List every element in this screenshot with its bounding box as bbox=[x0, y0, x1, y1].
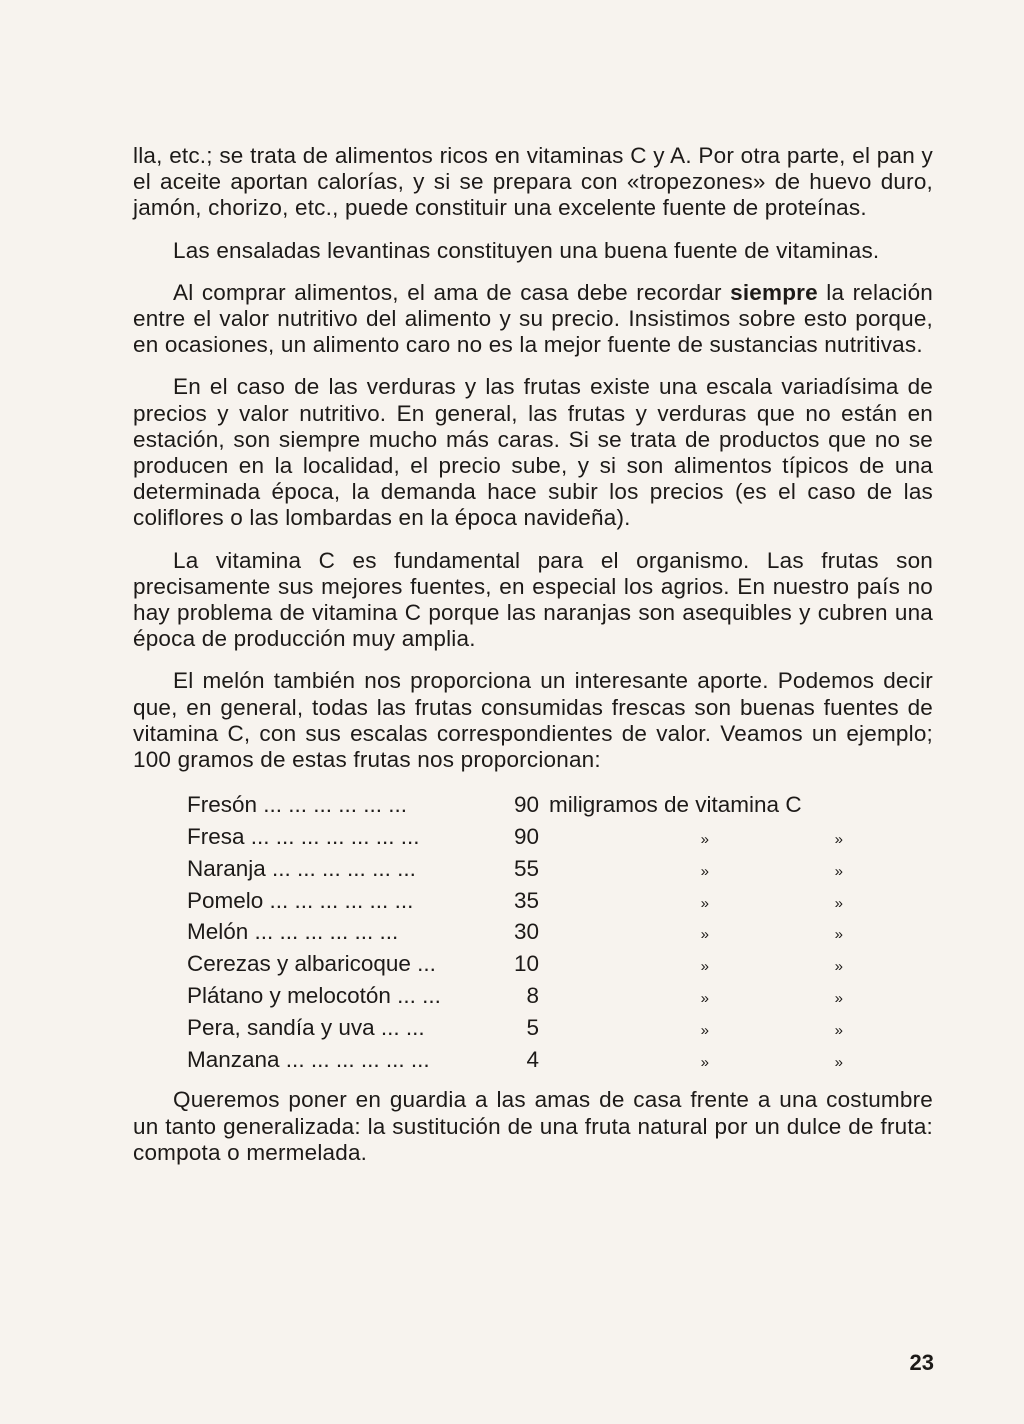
unit-label: miligramos de vitamina C bbox=[549, 792, 802, 818]
ditto-mark: » bbox=[834, 926, 843, 944]
ditto-mark: » bbox=[700, 1053, 709, 1071]
mg-value: 30 bbox=[513, 919, 539, 945]
table-row bbox=[187, 1044, 933, 1076]
table-row bbox=[187, 789, 933, 821]
ditto-mark: » bbox=[834, 1021, 843, 1039]
ditto-mark: » bbox=[700, 894, 709, 912]
emphasis-siempre: siempre bbox=[730, 279, 818, 305]
ditto-mark: » bbox=[700, 831, 709, 849]
table-row bbox=[187, 853, 933, 885]
page-number: 23 bbox=[909, 1350, 934, 1375]
table-row bbox=[187, 980, 933, 1012]
fruit-name: Pomelo ... ... ... ... ... ... bbox=[187, 887, 414, 913]
table-row bbox=[187, 948, 933, 980]
mg-value: 55 bbox=[513, 855, 539, 881]
table-row bbox=[187, 916, 933, 948]
paragraph-7: Queremos poner en guardia a las amas de casa frente a una costumbre un tanto generalizada: la sustitución de una fruta natural por un dulce de fruta: compota o mermelada. bbox=[133, 1087, 933, 1165]
paragraph-2: Las ensaladas levantinas constituyen una buena fuente de vitaminas. bbox=[173, 237, 880, 263]
mg-value: 10 bbox=[513, 951, 539, 977]
fruit-name: Plátano y melocotón ... ... bbox=[187, 983, 441, 1009]
mg-value: 90 bbox=[513, 792, 539, 818]
vitamin-c-table bbox=[187, 789, 933, 1075]
fruit-name: Manzana ... ... ... ... ... ... bbox=[187, 1046, 430, 1072]
paragraph-3-start: Al comprar alimentos, el ama de casa debe recordar bbox=[173, 279, 731, 305]
ditto-mark: » bbox=[834, 1053, 843, 1071]
mg-value: 35 bbox=[513, 887, 539, 913]
mg-value: 4 bbox=[526, 1046, 539, 1072]
ditto-mark: » bbox=[834, 862, 843, 880]
ditto-mark: » bbox=[834, 990, 843, 1008]
paragraph-3 bbox=[133, 280, 933, 359]
table-row bbox=[187, 821, 933, 853]
fruit-name: Pera, sandía y uva ... ... bbox=[187, 1014, 425, 1040]
table-row bbox=[187, 1012, 933, 1044]
paragraph-6: El melón también nos proporciona un interesante aporte. Podemos decir que, en general, todas las frutas consumidas frescas son buenas fuentes de vitamina C, con sus escalas correspondientes de valor. Veamos un ejemplo; 100 gramos de estas frutas nos proporcionan: bbox=[133, 668, 933, 773]
fruit-name: Fresón ... ... ... ... ... ... bbox=[187, 792, 408, 818]
ditto-mark: » bbox=[700, 862, 709, 880]
paragraph-3-end: la relación entre el valor nutritivo del alimento y su precio. Insistimos sobre esto porque, en ocasiones, un alimento caro no es la mejor fuente de sustancias nutritivas. bbox=[133, 279, 933, 358]
mg-value: 90 bbox=[513, 824, 539, 850]
ditto-mark: » bbox=[834, 958, 843, 976]
ditto-mark: » bbox=[700, 990, 709, 1008]
fruit-name: Naranja ... ... ... ... ... ... bbox=[187, 855, 416, 881]
mg-value: 8 bbox=[526, 983, 539, 1009]
ditto-mark: » bbox=[700, 958, 709, 976]
ditto-mark: » bbox=[834, 831, 843, 849]
paragraph-5: La vitamina C es fundamental para el organismo. Las frutas son precisamente sus mejores fuentes, en especial los agrios. En nuestro país no hay problema de vitamina C porque las naranjas son asequibles y cubren una época de producción muy amplia. bbox=[133, 547, 933, 652]
fruit-name: Fresa ... ... ... ... ... ... ... bbox=[187, 824, 420, 850]
table-row bbox=[187, 885, 933, 917]
paragraph-4: En el caso de las verduras y las frutas existe una escala variadísima de precios y valor nutritivo. En general, las frutas y verduras que no están en estación, son siempre mucho más caras. Si se trata de productos que no se producen en la localidad, el precio sube, y si son alimentos típicos de una determinada época, la demanda hace subir los precios (es el caso de las coliflores o las lombardas en la época navideña). bbox=[133, 374, 933, 531]
paragraph-1: lla, etc.; se trata de alimentos ricos en vitaminas C y A. Por otra parte, el pan y el aceite aportan calorías, y si se prepara con «tropezones» de huevo duro, jamón, chorizo, etc., puede constituir una excelente fuente de proteínas. bbox=[133, 143, 933, 221]
ditto-mark: » bbox=[700, 1021, 709, 1039]
fruit-name: Melón ... ... ... ... ... ... bbox=[187, 919, 399, 945]
ditto-mark: » bbox=[834, 894, 843, 912]
mg-value: 5 bbox=[526, 1014, 539, 1040]
fruit-name: Cerezas y albaricoque ... bbox=[187, 951, 436, 977]
ditto-mark: » bbox=[700, 926, 709, 944]
page-body bbox=[133, 143, 933, 1182]
